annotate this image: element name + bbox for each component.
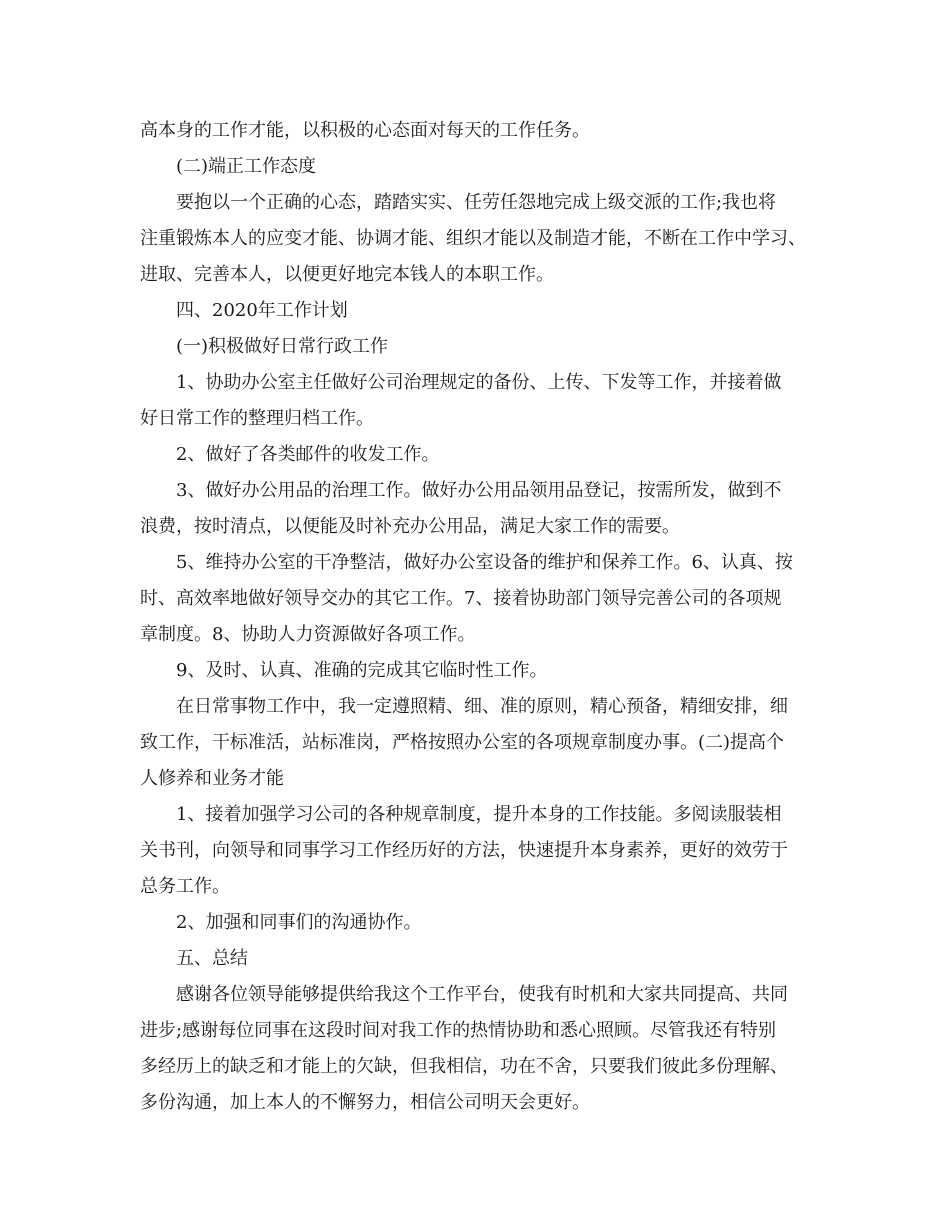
text-line: 感谢各位领导能够提供给我这个工作平台，使我有时机和大家共同提高、共同 [176, 984, 788, 1005]
text-line: 高本身的工作才能，以积极的心态面对每天的工作任务。 [140, 120, 590, 141]
text-line: (一)积极做好日常行政工作 [176, 336, 389, 357]
text-line: 关书刊，向领导和同事学习工作经历好的方法，快速提升本身素养，更好的效劳于 [140, 840, 788, 861]
text-line: 2、做好了各类邮件的收发工作。 [176, 444, 440, 465]
text-line: 总务工作。 [140, 876, 230, 897]
document-body [140, 113, 820, 1121]
text-line: 9、及时、认真、准确的完成其它临时性工作。 [176, 660, 548, 681]
text-line: (二)端正工作态度 [176, 156, 317, 177]
text-line: 1、协助办公室主任做好公司治理规定的备份、上传、下发等工作，并接着做 [176, 372, 782, 393]
text-line: 进步;感谢每位同事在这段时间对我工作的热情协助和悉心照顾。尽管我还有特别 [140, 1020, 777, 1041]
text-line: 多份沟通，加上本人的不懈努力，相信公司明天会更好。 [140, 1092, 590, 1113]
text-line: 进取、完善本人，以便更好地完本钱人的本职工作。 [140, 264, 554, 285]
text-line: 五、总结 [176, 948, 248, 969]
text-line: 2、加强和同事们的沟通协作。 [176, 912, 422, 933]
text-line: 1、接着加强学习公司的各种规章制度，提升本身的工作技能。多阅读服装相 [176, 804, 782, 825]
text-line: 5、维持办公室的干净整洁，做好办公室设备的维护和保养工作。6、认真、按 [176, 552, 793, 573]
text-line: 多经历上的缺乏和才能上的欠缺，但我相信，功在不舍，只要我们彼此多份理解、 [140, 1056, 788, 1077]
text-line: 时、高效率地做好领导交办的其它工作。7、接着协助部门领导完善公司的各项规 [140, 588, 782, 609]
text-line: 四、2020年工作计划 [176, 300, 348, 321]
text-line: 人修养和业务才能 [140, 768, 284, 789]
text-line: 要抱以一个正确的心态，踏踏实实、任劳任怨地完成上级交派的工作;我也将 [176, 192, 777, 213]
text-line: 好日常工作的整理归档工作。 [140, 408, 374, 429]
text-line: 浪费，按时清点，以便能及时补充办公用品，满足大家工作的需要。 [140, 516, 680, 537]
text-line: 致工作，干标准活，站标准岗，严格按照办公室的各项规章制度办事。(二)提高个 [140, 732, 785, 753]
text-line: 3、做好办公用品的治理工作。做好办公用品领用品登记，按需所发，做到不 [176, 480, 782, 501]
text-line: 注重锻炼本人的应变才能、协调才能、组织才能以及制造才能，不断在工作中学习、 [140, 228, 806, 249]
text-line: 章制度。8、协助人力资源做好各项工作。 [140, 624, 476, 645]
text-line: 在日常事物工作中，我一定遵照精、细、准的原则，精心预备，精细安排，细 [176, 696, 788, 717]
